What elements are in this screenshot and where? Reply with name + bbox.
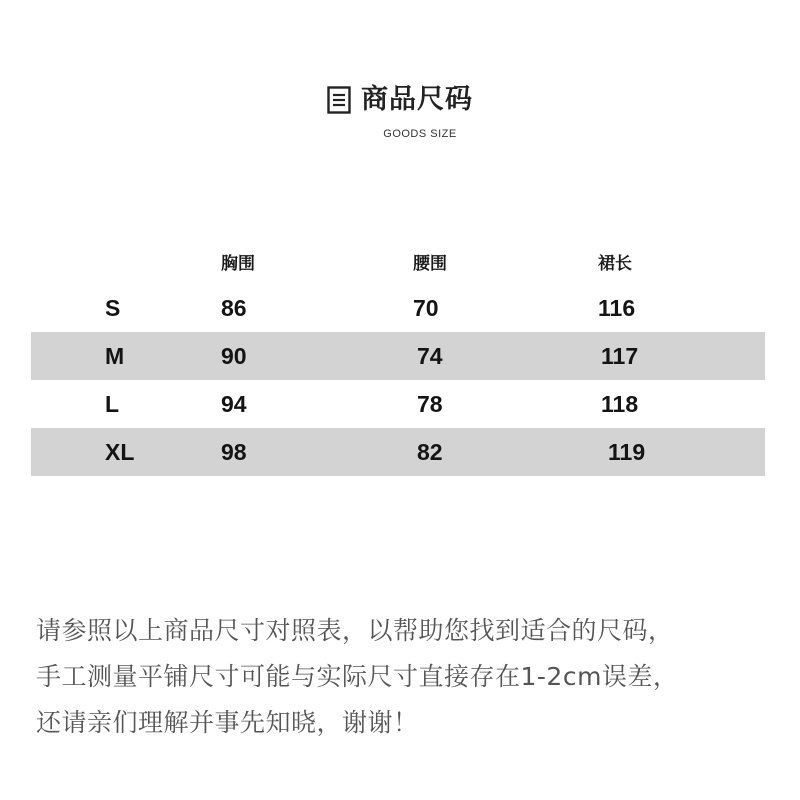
- table-row: [31, 428, 765, 476]
- table-header-row: [31, 248, 765, 284]
- chest-value: 86: [221, 295, 247, 321]
- page-title: 商品尺码: [361, 84, 473, 115]
- waist-value: 70: [413, 295, 439, 321]
- size-table: [31, 248, 765, 476]
- skirt-length-value: 117: [601, 343, 639, 369]
- chest-value: 98: [221, 439, 247, 465]
- measurement-notes: [36, 608, 786, 746]
- skirt-length-value: 118: [601, 391, 639, 417]
- page-subtitle: GOODS SIZE: [383, 128, 457, 140]
- waist-value: 74: [417, 343, 443, 369]
- table-row: [31, 284, 765, 332]
- waist-value: 82: [417, 439, 443, 465]
- waist-value: 78: [417, 391, 443, 417]
- document-icon: [327, 86, 351, 114]
- skirt-length-value: 116: [598, 295, 636, 321]
- title-row: [0, 82, 800, 118]
- skirt-length-value: 119: [608, 439, 646, 465]
- note-line: 手工测量平铺尺寸可能与实际尺寸直接存在1-2cm误差，: [36, 662, 679, 691]
- size-label: XL: [105, 439, 135, 465]
- table-row: [31, 332, 765, 380]
- note-line: 还请亲们理解并事先知晓，谢谢！: [36, 708, 419, 737]
- column-header-skirt-length: 裙长: [598, 254, 632, 274]
- column-header-waist: 腰围: [413, 254, 447, 274]
- table-row: [31, 380, 765, 428]
- note-line: 请参照以上商品尺寸对照表，以帮助您找到适合的尺码，: [36, 616, 674, 645]
- chest-value: 90: [221, 343, 247, 369]
- column-header-chest: 胸围: [221, 254, 255, 274]
- size-label: L: [105, 391, 120, 417]
- size-label: M: [105, 343, 125, 369]
- header: [0, 82, 800, 140]
- chest-value: 94: [221, 391, 247, 417]
- size-label: S: [105, 295, 121, 321]
